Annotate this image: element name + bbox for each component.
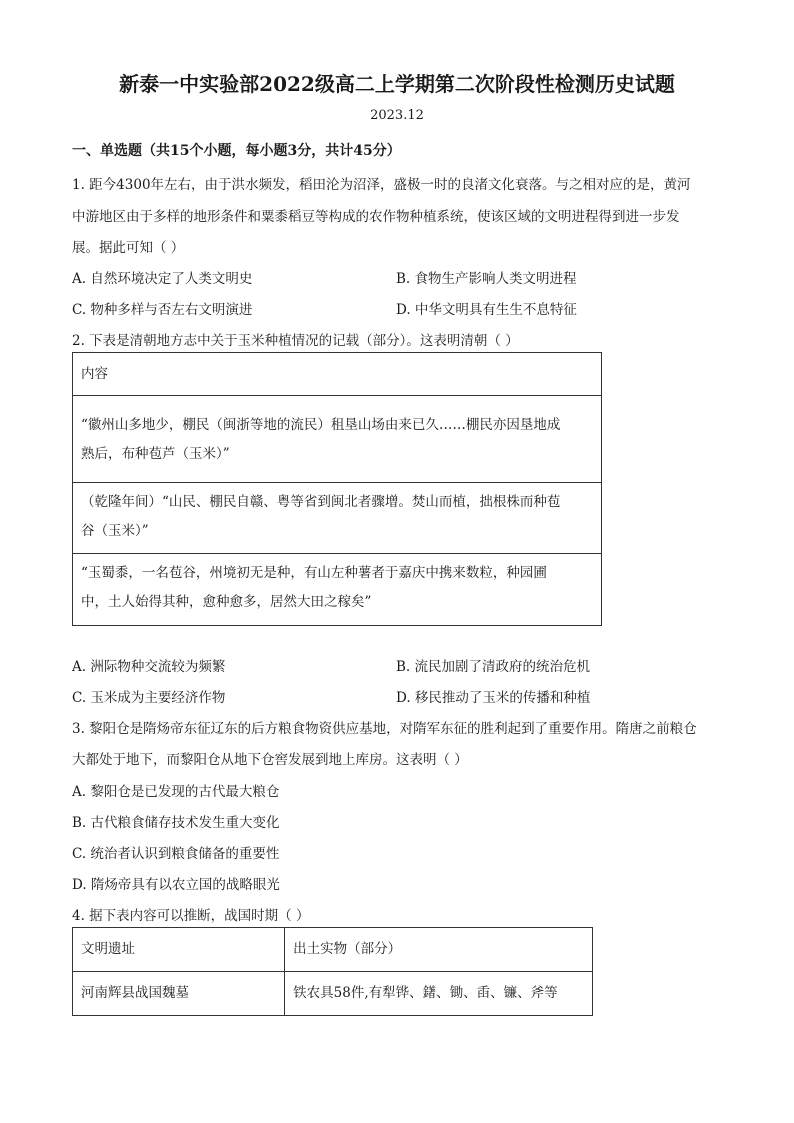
q4-stem: 4. 据下表内容可以推断，战国时期（ ） (72, 908, 310, 924)
table-cell: 河南辉县战国魏墓 (73, 972, 285, 1016)
table-cell: 铁农具58件,有犁铧、鐯、锄、臿、镰、斧等 (285, 972, 593, 1016)
table-cell (73, 396, 602, 483)
q2-option-c: C. 玉米成为主要经济作物 (72, 690, 226, 706)
q2-option-b: B. 流民加剧了清政府的统治危机 (396, 659, 591, 675)
q3-option-d: D. 隋炀帝具有以农立国的战略眼光 (72, 877, 280, 893)
exam-title: 新泰一中实验部2022级高二上学期第二次阶段性检测历史试题 (119, 72, 675, 96)
q2-option-a: A. 洲际物种交流较为频繁 (72, 659, 226, 675)
q3-option-c: C. 统治者认识到粮食储备的重要性 (72, 846, 280, 862)
q1-option-d: D. 中华文明具有生生不息特征 (396, 302, 577, 318)
table-cell-line: “徽州山多地少，棚民（闽浙等地的流民）租垦山场由来已久……棚民亦因垦地成 (81, 417, 561, 433)
table-row (73, 554, 602, 626)
table-cell-line: 中，土人始得其种，愈种愈多，居然大田之稼矣” (81, 594, 372, 610)
table-row (73, 353, 602, 396)
q3-option-a: A. 黎阳仓是已发现的古代最大粮仓 (72, 784, 280, 800)
table-row (73, 483, 602, 554)
q1-stem-line-1: 1. 距今4300年左右，由于洪水频发，稻田沦为沼泽，盛极一时的良渚文化衰落。与之相对应的是，黄河 (72, 177, 691, 193)
q3-stem-line-1: 3. 黎阳仓是隋炀帝东征辽东的后方粮食物资供应基地，对隋军东征的胜利起到了重要作用。隋唐之前粮仓 (72, 721, 697, 737)
table-header-cell: 文明遗址 (73, 928, 285, 972)
table-header-cell: 内容 (73, 353, 602, 396)
q1-stem-line-2: 中游地区由于多样的地形条件和粟黍稻豆等构成的农作物种植系统，使该区域的文明进程得到进一步发 (72, 209, 680, 225)
table-cell (73, 483, 602, 554)
table-row (73, 928, 593, 972)
q1-option-b: B. 食物生产影响人类文明进程 (396, 271, 577, 287)
table-cell (73, 554, 602, 626)
table-cell-line: “玉蜀黍，一名苞谷，州境初无是种，有山左种薯者于嘉庆中携来数粒，种园圃 (81, 565, 547, 581)
table-cell-line: 谷（玉米）” (81, 523, 149, 539)
table-row (73, 972, 593, 1016)
q2-stem: 2. 下表是清朝地方志中关于玉米种植情况的记载（部分）。这表明清朝（ ） (72, 333, 519, 349)
q3-option-b: B. 古代粮食储存技术发生重大变化 (72, 815, 280, 831)
table-cell-line: （乾隆年间）“山民、棚民自赣、粤等省到闽北者骤增。焚山而植，拙根株而种苞 (81, 494, 561, 510)
exam-date: 2023.12 (370, 108, 424, 123)
section-heading: 一、单选题（共15个小题，每小题3分，共计45分） (72, 143, 401, 159)
table-header-cell: 出土实物（部分） (285, 928, 593, 972)
table-row (73, 396, 602, 483)
q3-stem-line-2: 大都处于地下，而黎阳仓从地下仓窖发展到地上库房。这表明（ ） (72, 752, 468, 768)
q1-option-c: C. 物种多样与否左右文明演进 (72, 302, 253, 318)
q2-option-d: D. 移民推动了玉米的传播和种植 (396, 690, 591, 706)
q1-option-a: A. 自然环境决定了人类文明史 (72, 271, 253, 287)
table-cell-line: 熟后，布种苞芦（玉米）” (81, 446, 230, 462)
q2-table (72, 352, 602, 626)
q1-stem-line-3: 展。据此可知（ ） (72, 240, 185, 256)
q4-table (72, 927, 593, 1016)
